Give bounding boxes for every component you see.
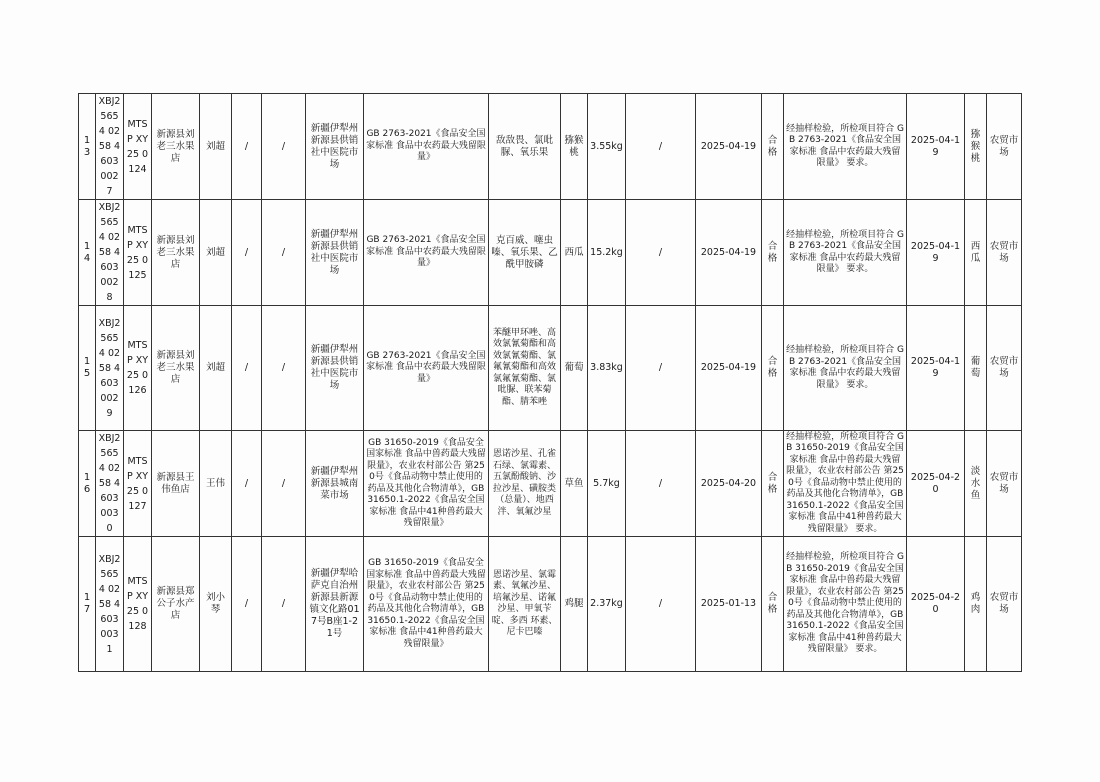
product-name: 草鱼 (561, 431, 588, 537)
empty-cell-b: / (262, 431, 306, 537)
conclusion: 经抽样检验，所检项目符合 GB 2763-2021《食品安全国家标准 食品中农药最大残留限量》 要求。 (784, 94, 907, 200)
product-name: 鸡腿 (561, 537, 588, 672)
table-row (79, 200, 1022, 306)
test-items: 克百威、噻虫嗪、氧乐果、乙酰甲胺磷 (489, 200, 561, 306)
result: 合格 (762, 431, 784, 537)
sampled-store: 新源县刘老三水果店 (152, 306, 200, 431)
contact-person: 王伟 (200, 431, 232, 537)
report-date: 2025-04-19 (907, 200, 965, 306)
sampled-store: 新源县王伟鱼店 (152, 431, 200, 537)
place-type: 农贸市场 (987, 431, 1022, 537)
empty-cell-c: / (626, 200, 696, 306)
table-row (79, 306, 1022, 431)
result: 合格 (762, 306, 784, 431)
supplier: 新疆伊犁州新源县供销社中医院市场 (306, 200, 364, 306)
test-items: 恩诺沙星、孔雀石绿、氯霉素、五氯酚酸钠、沙拉沙星、磺胺类（总量）、地西泮、氧氟沙星 (489, 431, 561, 537)
place-type: 农贸市场 (987, 306, 1022, 431)
sampled-store: 新源县郑公子水产店 (152, 537, 200, 672)
test-items: 恩诺沙星、氯霉素、氧氟沙星、培氟沙星、诺氟沙星、甲氧苄啶、多西 环素、尼卡巴嗪 (489, 537, 561, 672)
product-name: 西瓜 (561, 200, 588, 306)
table-row (79, 537, 1022, 672)
table-row (79, 431, 1022, 537)
empty-cell-b: / (262, 94, 306, 200)
empty-cell-a: / (232, 200, 262, 306)
row-seq: 16 (79, 431, 96, 537)
contact-person: 刘超 (200, 200, 232, 306)
empty-cell-b: / (262, 306, 306, 431)
report-date: 2025-04-19 (907, 306, 965, 431)
empty-cell-b: / (262, 200, 306, 306)
quantity: 3.83kg (588, 306, 626, 431)
conclusion: 经抽样检验，所检项目符合 GB 31650-2019《食品安全国家标准 食品中兽药最大残留限量》，农业农村部公告 第250号《食品动物中禁止使用的药品及其他化合物清单》，GB 31650.1-2022《食品安全国家标准 食品中41种兽药最大残留限量》 要求。 (784, 537, 907, 672)
report-number: MTSP XY25 0124 (124, 94, 152, 200)
empty-cell-c: / (626, 431, 696, 537)
test-items: 敌敌畏、氯吡脲、氧乐果 (489, 94, 561, 200)
product-category: 淡水鱼 (965, 431, 987, 537)
sampling-date: 2025-01-13 (696, 537, 762, 672)
row-seq: 15 (79, 306, 96, 431)
sampling-date: 2025-04-20 (696, 431, 762, 537)
result: 合格 (762, 94, 784, 200)
conclusion: 经抽样检验，所检项目符合 GB 2763-2021《食品安全国家标准 食品中农药最大残留限量》 要求。 (784, 200, 907, 306)
report-date: 2025-04-20 (907, 537, 965, 672)
empty-cell-c: / (626, 537, 696, 672)
quantity: 2.37kg (588, 537, 626, 672)
report-number: MTSP XY25 0127 (124, 431, 152, 537)
standard: GB 2763-2021《食品安全国家标准 食品中农药最大残留限量》 (364, 306, 489, 431)
sample-number: XBJ2 5654 0258 4603 0027 (96, 94, 124, 200)
product-category: 猕猴桃 (965, 94, 987, 200)
row-seq: 14 (79, 200, 96, 306)
report-number: MTSP XY25 0125 (124, 200, 152, 306)
place-type: 农贸市场 (987, 537, 1022, 672)
product-name: 猕猴桃 (561, 94, 588, 200)
row-seq: 13 (79, 94, 96, 200)
contact-person: 刘小琴 (200, 537, 232, 672)
standard: GB 2763-2021《食品安全国家标准 食品中农药最大残留限量》 (364, 94, 489, 200)
product-category: 葡萄 (965, 306, 987, 431)
product-category: 鸡肉 (965, 537, 987, 672)
supplier: 新疆伊犁州新源县供销社中医院市场 (306, 94, 364, 200)
contact-person: 刘超 (200, 306, 232, 431)
sample-number: XBJ2 5654 0258 4603 0029 (96, 306, 124, 431)
supplier: 新疆伊犁州新源县供销社中医院市场 (306, 306, 364, 431)
report-number: MTSP XY25 0126 (124, 306, 152, 431)
product-name: 葡萄 (561, 306, 588, 431)
empty-cell-b: / (262, 537, 306, 672)
sampled-store: 新源县刘老三水果店 (152, 94, 200, 200)
result: 合格 (762, 537, 784, 672)
table-row (79, 94, 1022, 200)
supplier: 新疆伊犁哈萨克自治州新源县新源镇文化路017号B座1-21号 (306, 537, 364, 672)
empty-cell-a: / (232, 537, 262, 672)
sampling-date: 2025-04-19 (696, 94, 762, 200)
quantity: 15.2kg (588, 200, 626, 306)
sampled-store: 新源县刘老三水果店 (152, 200, 200, 306)
supplier: 新疆伊犁州新源县城南菜市场 (306, 431, 364, 537)
empty-cell-a: / (232, 306, 262, 431)
place-type: 农贸市场 (987, 94, 1022, 200)
conclusion: 经抽样检验，所检项目符合 GB 2763-2021《食品安全国家标准 食品中农药最大残留限量》 要求。 (784, 306, 907, 431)
empty-cell-c: / (626, 306, 696, 431)
contact-person: 刘超 (200, 94, 232, 200)
quantity: 3.55kg (588, 94, 626, 200)
inspection-results-table (78, 93, 1022, 672)
standard: GB 31650-2019《食品安全国家标准 食品中兽药最大残留限量》，农业农村部公告 第250号《食品动物中禁止使用的药品及其他化合物清单》，GB 31650.1-2022《食品安全国家标准 食品中41种兽药最大残留限量》 (364, 431, 489, 537)
sample-number: XBJ2 5654 0258 4603 0031 (96, 537, 124, 672)
place-type: 农贸市场 (987, 200, 1022, 306)
result: 合格 (762, 200, 784, 306)
sampling-date: 2025-04-19 (696, 200, 762, 306)
test-items: 苯醚甲环唑、高效氯氰菊酯和高效氯氰菊酯、氯氟氰菊酯和高效氯氟氰菊酯、氯吡脲、联苯菊酯、腈苯唑 (489, 306, 561, 431)
conclusion: 经抽样检验，所检项目符合 GB 31650-2019《食品安全国家标准 食品中兽药最大残留限量》，农业农村部公告 第250号《食品动物中禁止使用的药品及其他化合物清单》，GB 31650.1-2022《食品安全国家标准 食品中41种兽药最大残留限量》 要求。 (784, 431, 907, 537)
report-date: 2025-04-19 (907, 94, 965, 200)
report-date: 2025-04-20 (907, 431, 965, 537)
sample-number: XBJ2 5654 0258 4603 0028 (96, 200, 124, 306)
report-number: MTSP XY25 0128 (124, 537, 152, 672)
product-category: 西瓜 (965, 200, 987, 306)
standard: GB 2763-2021《食品安全国家标准 食品中农药最大残留限量》 (364, 200, 489, 306)
standard: GB 31650-2019《食品安全国家标准 食品中兽药最大残留限量》，农业农村部公告 第250号《食品动物中禁止使用的药品及其他化合物清单》，GB 31650.1-2022《食品安全国家标准 食品中41种兽药最大残留限量》 (364, 537, 489, 672)
empty-cell-c: / (626, 94, 696, 200)
row-seq: 17 (79, 537, 96, 672)
quantity: 5.7kg (588, 431, 626, 537)
sampling-date: 2025-04-19 (696, 306, 762, 431)
sample-number: XBJ2 5654 0258 4603 0030 (96, 431, 124, 537)
empty-cell-a: / (232, 431, 262, 537)
empty-cell-a: / (232, 94, 262, 200)
